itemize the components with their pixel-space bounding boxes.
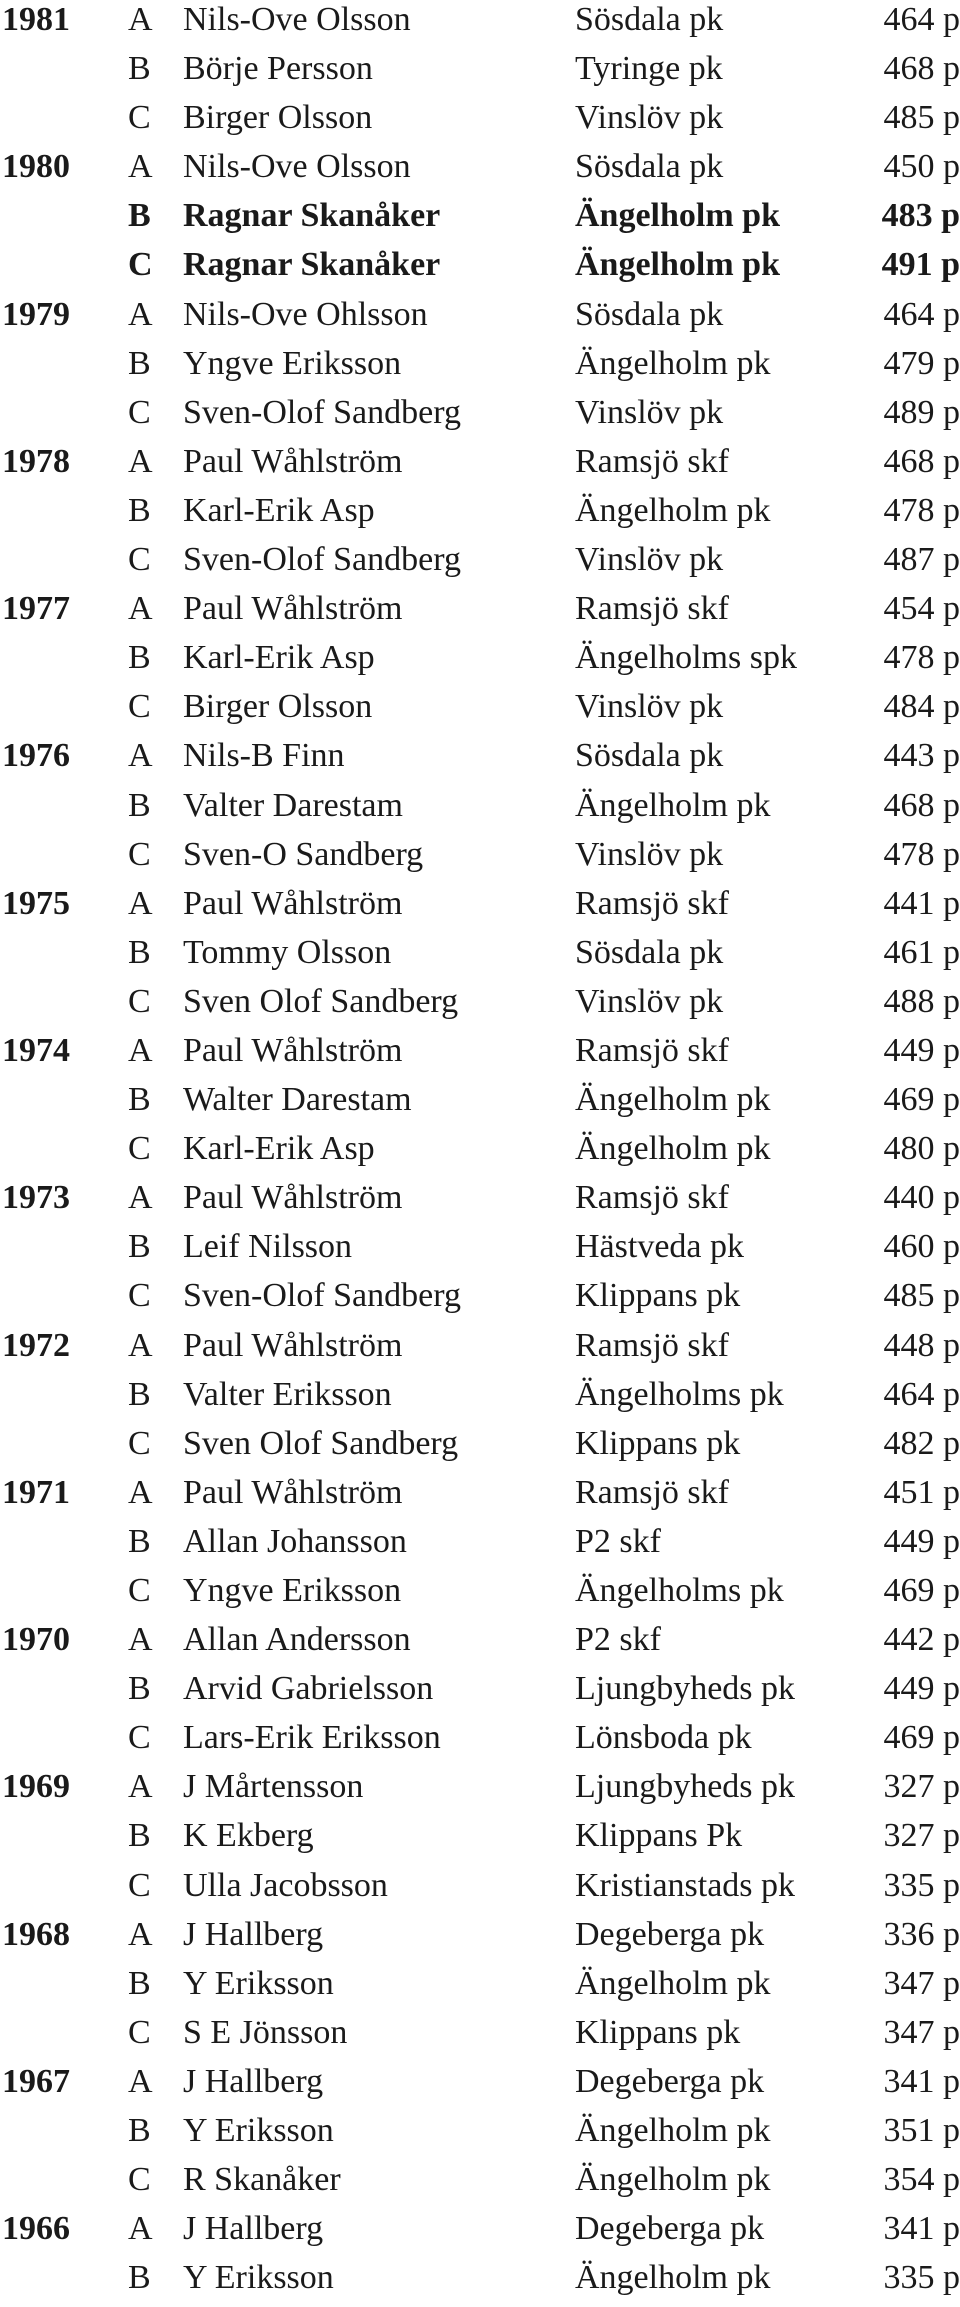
club-cell: Ängelholm pk xyxy=(575,491,770,531)
club-cell: Ängelholm pk xyxy=(575,344,770,384)
class-cell: A xyxy=(128,1178,153,1218)
score-cell: 448 p xyxy=(884,1326,960,1366)
shooter-name-cell: Paul Wåhlström xyxy=(183,1031,402,1071)
shooter-name-cell: Sven Olof Sandberg xyxy=(183,982,458,1022)
score-cell: 327 p xyxy=(884,1767,960,1807)
score-cell: 335 p xyxy=(884,2258,960,2298)
club-cell: Degeberga pk xyxy=(575,1915,764,1955)
shooter-name-cell: Nils-B Finn xyxy=(183,736,345,776)
shooter-name-cell: Ragnar Skanåker xyxy=(183,196,440,236)
result-row xyxy=(0,736,960,785)
score-cell: 478 p xyxy=(884,491,960,531)
result-row xyxy=(0,1964,960,2013)
result-row xyxy=(0,393,960,442)
score-cell: 449 p xyxy=(884,1031,960,1071)
result-row xyxy=(0,2209,960,2258)
result-row xyxy=(0,49,960,98)
shooter-name-cell: Y Eriksson xyxy=(183,2258,334,2298)
score-cell: 354 p xyxy=(884,2160,960,2200)
class-cell: C xyxy=(128,2160,151,2200)
club-cell: Sösdala pk xyxy=(575,295,723,335)
result-row xyxy=(0,1767,960,1816)
score-cell: 441 p xyxy=(884,884,960,924)
class-cell: B xyxy=(128,344,151,384)
result-row xyxy=(0,1915,960,1964)
result-row xyxy=(0,1866,960,1915)
result-row xyxy=(0,1375,960,1424)
shooter-name-cell: Paul Wåhlström xyxy=(183,1473,402,1513)
club-cell: Vinslöv pk xyxy=(575,835,723,875)
result-row xyxy=(0,295,960,344)
score-cell: 460 p xyxy=(884,1227,960,1267)
shooter-name-cell: Yngve Eriksson xyxy=(183,344,401,384)
result-row xyxy=(0,786,960,835)
shooter-name-cell: Valter Eriksson xyxy=(183,1375,392,1415)
club-cell: Kristianstads pk xyxy=(575,1866,795,1906)
club-cell: Ängelholm pk xyxy=(575,1080,770,1120)
year-cell: 1968 xyxy=(2,1915,70,1955)
result-row xyxy=(0,1620,960,1669)
class-cell: B xyxy=(128,1080,151,1120)
shooter-name-cell: J Hallberg xyxy=(183,2062,323,2102)
class-cell: A xyxy=(128,589,153,629)
score-cell: 469 p xyxy=(884,1718,960,1758)
result-row xyxy=(0,1080,960,1129)
class-cell: C xyxy=(128,2013,151,2053)
club-cell: Vinslöv pk xyxy=(575,687,723,727)
class-cell: B xyxy=(128,196,151,236)
result-row xyxy=(0,982,960,1031)
score-cell: 464 p xyxy=(884,0,960,40)
score-cell: 484 p xyxy=(884,687,960,727)
shooter-name-cell: Paul Wåhlström xyxy=(183,589,402,629)
shooter-name-cell: J Mårtensson xyxy=(183,1767,363,1807)
result-row xyxy=(0,687,960,736)
year-cell: 1974 xyxy=(2,1031,70,1071)
shooter-name-cell: Birger Olsson xyxy=(183,98,372,138)
club-cell: Vinslöv pk xyxy=(575,393,723,433)
result-row xyxy=(0,2160,960,2209)
score-cell: 440 p xyxy=(884,1178,960,1218)
class-cell: C xyxy=(128,982,151,1022)
class-cell: B xyxy=(128,2258,151,2298)
year-cell: 1980 xyxy=(2,147,70,187)
shooter-name-cell: Karl-Erik Asp xyxy=(183,1129,375,1169)
score-cell: 485 p xyxy=(884,1276,960,1316)
club-cell: Ängelholms pk xyxy=(575,1571,784,1611)
result-row xyxy=(0,1816,960,1865)
club-cell: Ramsjö skf xyxy=(575,1473,729,1513)
score-cell: 487 p xyxy=(884,540,960,580)
score-cell: 485 p xyxy=(884,98,960,138)
shooter-name-cell: Arvid Gabrielsson xyxy=(183,1669,433,1709)
result-row xyxy=(0,2062,960,2111)
club-cell: Ängelholm pk xyxy=(575,2111,770,2151)
result-row xyxy=(0,1473,960,1522)
club-cell: Ramsjö skf xyxy=(575,1031,729,1071)
result-row xyxy=(0,835,960,884)
club-cell: Klippans pk xyxy=(575,2013,740,2053)
result-row xyxy=(0,2013,960,2062)
score-cell: 491 p xyxy=(882,245,960,285)
class-cell: C xyxy=(128,835,151,875)
score-cell: 488 p xyxy=(884,982,960,1022)
shooter-name-cell: R Skanåker xyxy=(183,2160,341,2200)
result-row xyxy=(0,344,960,393)
score-cell: 464 p xyxy=(884,295,960,335)
result-row xyxy=(0,540,960,589)
score-cell: 479 p xyxy=(884,344,960,384)
class-cell: B xyxy=(128,2111,151,2151)
result-row xyxy=(0,442,960,491)
score-cell: 469 p xyxy=(884,1080,960,1120)
shooter-name-cell: Sven-Olof Sandberg xyxy=(183,1276,461,1316)
shooter-name-cell: Lars-Erik Eriksson xyxy=(183,1718,441,1758)
club-cell: Vinslöv pk xyxy=(575,982,723,1022)
club-cell: Ramsjö skf xyxy=(575,1326,729,1366)
score-cell: 468 p xyxy=(884,49,960,89)
club-cell: Ängelholm pk xyxy=(575,245,780,285)
club-cell: Hästveda pk xyxy=(575,1227,744,1267)
score-cell: 335 p xyxy=(884,1866,960,1906)
result-row xyxy=(0,196,960,245)
class-cell: A xyxy=(128,2209,153,2249)
result-row xyxy=(0,2111,960,2160)
year-cell: 1971 xyxy=(2,1473,70,1513)
score-cell: 454 p xyxy=(884,589,960,629)
club-cell: Degeberga pk xyxy=(575,2062,764,2102)
class-cell: A xyxy=(128,147,153,187)
class-cell: C xyxy=(128,1718,151,1758)
shooter-name-cell: Tommy Olsson xyxy=(183,933,391,973)
club-cell: Tyringe pk xyxy=(575,49,723,89)
club-cell: P2 skf xyxy=(575,1522,661,1562)
score-cell: 478 p xyxy=(884,835,960,875)
class-cell: B xyxy=(128,1669,151,1709)
club-cell: Ljungbyheds pk xyxy=(575,1767,795,1807)
result-row xyxy=(0,884,960,933)
shooter-name-cell: Yngve Eriksson xyxy=(183,1571,401,1611)
class-cell: A xyxy=(128,736,153,776)
club-cell: Ängelholm pk xyxy=(575,2160,770,2200)
score-cell: 443 p xyxy=(884,736,960,776)
club-cell: Ramsjö skf xyxy=(575,589,729,629)
class-cell: A xyxy=(128,1620,153,1660)
club-cell: Ljungbyheds pk xyxy=(575,1669,795,1709)
club-cell: Ängelholm pk xyxy=(575,786,770,826)
score-cell: 449 p xyxy=(884,1669,960,1709)
shooter-name-cell: J Hallberg xyxy=(183,2209,323,2249)
class-cell: A xyxy=(128,1915,153,1955)
shooter-name-cell: Börje Persson xyxy=(183,49,373,89)
shooter-name-cell: S E Jönsson xyxy=(183,2013,347,2053)
class-cell: B xyxy=(128,638,151,678)
year-cell: 1969 xyxy=(2,1767,70,1807)
score-cell: 327 p xyxy=(884,1816,960,1856)
year-cell: 1967 xyxy=(2,2062,70,2102)
result-row xyxy=(0,1129,960,1178)
result-row xyxy=(0,147,960,196)
year-cell: 1978 xyxy=(2,442,70,482)
year-cell: 1981 xyxy=(2,0,70,40)
club-cell: Vinslöv pk xyxy=(575,98,723,138)
result-row xyxy=(0,1522,960,1571)
class-cell: C xyxy=(128,98,151,138)
score-cell: 336 p xyxy=(884,1915,960,1955)
shooter-name-cell: K Ekberg xyxy=(183,1816,314,1856)
class-cell: B xyxy=(128,491,151,531)
class-cell: B xyxy=(128,1522,151,1562)
club-cell: Lönsboda pk xyxy=(575,1718,752,1758)
club-cell: Klippans Pk xyxy=(575,1816,742,1856)
shooter-name-cell: Allan Johansson xyxy=(183,1522,407,1562)
shooter-name-cell: Paul Wåhlström xyxy=(183,442,402,482)
class-cell: A xyxy=(128,1767,153,1807)
class-cell: A xyxy=(128,1326,153,1366)
score-cell: 482 p xyxy=(884,1424,960,1464)
club-cell: Ramsjö skf xyxy=(575,884,729,924)
club-cell: Ängelholm pk xyxy=(575,196,780,236)
club-cell: Sösdala pk xyxy=(575,147,723,187)
year-cell: 1972 xyxy=(2,1326,70,1366)
club-cell: Ramsjö skf xyxy=(575,1178,729,1218)
shooter-name-cell: Nils-Ove Olsson xyxy=(183,147,411,187)
result-row xyxy=(0,1326,960,1375)
class-cell: B xyxy=(128,786,151,826)
class-cell: B xyxy=(128,1964,151,2004)
shooter-name-cell: Sven-Olof Sandberg xyxy=(183,540,461,580)
class-cell: C xyxy=(128,1276,151,1316)
shooter-name-cell: Paul Wåhlström xyxy=(183,1326,402,1366)
result-row xyxy=(0,1571,960,1620)
club-cell: Klippans pk xyxy=(575,1424,740,1464)
class-cell: C xyxy=(128,1866,151,1906)
result-row xyxy=(0,1178,960,1227)
club-cell: Ängelholm pk xyxy=(575,1129,770,1169)
shooter-name-cell: Paul Wåhlström xyxy=(183,1178,402,1218)
shooter-name-cell: Leif Nilsson xyxy=(183,1227,352,1267)
shooter-name-cell: J Hallberg xyxy=(183,1915,323,1955)
class-cell: A xyxy=(128,2062,153,2102)
score-cell: 347 p xyxy=(884,2013,960,2053)
club-cell: Sösdala pk xyxy=(575,933,723,973)
club-cell: Ängelholm pk xyxy=(575,1964,770,2004)
class-cell: C xyxy=(128,1424,151,1464)
result-row xyxy=(0,933,960,982)
class-cell: B xyxy=(128,1227,151,1267)
shooter-name-cell: Karl-Erik Asp xyxy=(183,491,375,531)
score-cell: 464 p xyxy=(884,1375,960,1415)
year-cell: 1979 xyxy=(2,295,70,335)
class-cell: A xyxy=(128,295,153,335)
club-cell: Degeberga pk xyxy=(575,2209,764,2249)
shooter-name-cell: Y Eriksson xyxy=(183,2111,334,2151)
year-cell: 1976 xyxy=(2,736,70,776)
score-cell: 478 p xyxy=(884,638,960,678)
score-cell: 449 p xyxy=(884,1522,960,1562)
score-cell: 480 p xyxy=(884,1129,960,1169)
result-row xyxy=(0,1669,960,1718)
club-cell: P2 skf xyxy=(575,1620,661,1660)
score-cell: 450 p xyxy=(884,147,960,187)
score-cell: 347 p xyxy=(884,1964,960,2004)
shooter-name-cell: Birger Olsson xyxy=(183,687,372,727)
club-cell: Ängelholm pk xyxy=(575,2258,770,2298)
club-cell: Ängelholms pk xyxy=(575,1375,784,1415)
class-cell: B xyxy=(128,49,151,89)
class-cell: A xyxy=(128,0,153,40)
score-cell: 483 p xyxy=(882,196,960,236)
score-cell: 341 p xyxy=(884,2209,960,2249)
club-cell: Ängelholms spk xyxy=(575,638,797,678)
class-cell: B xyxy=(128,1375,151,1415)
result-row xyxy=(0,491,960,540)
score-cell: 442 p xyxy=(884,1620,960,1660)
class-cell: B xyxy=(128,933,151,973)
class-cell: C xyxy=(128,1129,151,1169)
shooter-name-cell: Allan Andersson xyxy=(183,1620,411,1660)
club-cell: Sösdala pk xyxy=(575,0,723,40)
shooter-name-cell: Ulla Jacobsson xyxy=(183,1866,388,1906)
shooter-name-cell: Nils-Ove Olsson xyxy=(183,0,411,40)
result-row xyxy=(0,1718,960,1767)
result-row xyxy=(0,589,960,638)
shooter-name-cell: Ragnar Skanåker xyxy=(183,245,440,285)
class-cell: A xyxy=(128,1031,153,1071)
class-cell: A xyxy=(128,442,153,482)
result-row xyxy=(0,1276,960,1325)
shooter-name-cell: Nils-Ove Ohlsson xyxy=(183,295,428,335)
score-cell: 341 p xyxy=(884,2062,960,2102)
year-cell: 1975 xyxy=(2,884,70,924)
class-cell: B xyxy=(128,1816,151,1856)
shooter-name-cell: Sven Olof Sandberg xyxy=(183,1424,458,1464)
score-cell: 461 p xyxy=(884,933,960,973)
score-cell: 468 p xyxy=(884,442,960,482)
club-cell: Sösdala pk xyxy=(575,736,723,776)
club-cell: Ramsjö skf xyxy=(575,442,729,482)
score-cell: 469 p xyxy=(884,1571,960,1611)
result-row xyxy=(0,2258,960,2307)
shooter-name-cell: Karl-Erik Asp xyxy=(183,638,375,678)
class-cell: C xyxy=(128,245,153,285)
score-cell: 451 p xyxy=(884,1473,960,1513)
shooter-name-cell: Valter Darestam xyxy=(183,786,403,826)
class-cell: C xyxy=(128,1571,151,1611)
shooter-name-cell: Walter Darestam xyxy=(183,1080,412,1120)
class-cell: A xyxy=(128,1473,153,1513)
year-cell: 1973 xyxy=(2,1178,70,1218)
shooter-name-cell: Sven-Olof Sandberg xyxy=(183,393,461,433)
shooter-name-cell: Paul Wåhlström xyxy=(183,884,402,924)
club-cell: Vinslöv pk xyxy=(575,540,723,580)
result-row xyxy=(0,638,960,687)
year-cell: 1966 xyxy=(2,2209,70,2249)
class-cell: C xyxy=(128,687,151,727)
score-cell: 489 p xyxy=(884,393,960,433)
result-row xyxy=(0,1031,960,1080)
result-row xyxy=(0,98,960,147)
shooter-name-cell: Sven-O Sandberg xyxy=(183,835,423,875)
year-cell: 1977 xyxy=(2,589,70,629)
class-cell: C xyxy=(128,540,151,580)
result-row xyxy=(0,1227,960,1276)
score-cell: 351 p xyxy=(884,2111,960,2151)
year-cell: 1970 xyxy=(2,1620,70,1660)
result-row xyxy=(0,245,960,294)
class-cell: C xyxy=(128,393,151,433)
shooter-name-cell: Y Eriksson xyxy=(183,1964,334,2004)
score-cell: 468 p xyxy=(884,786,960,826)
result-row xyxy=(0,0,960,49)
club-cell: Klippans pk xyxy=(575,1276,740,1316)
result-row xyxy=(0,1424,960,1473)
class-cell: A xyxy=(128,884,153,924)
